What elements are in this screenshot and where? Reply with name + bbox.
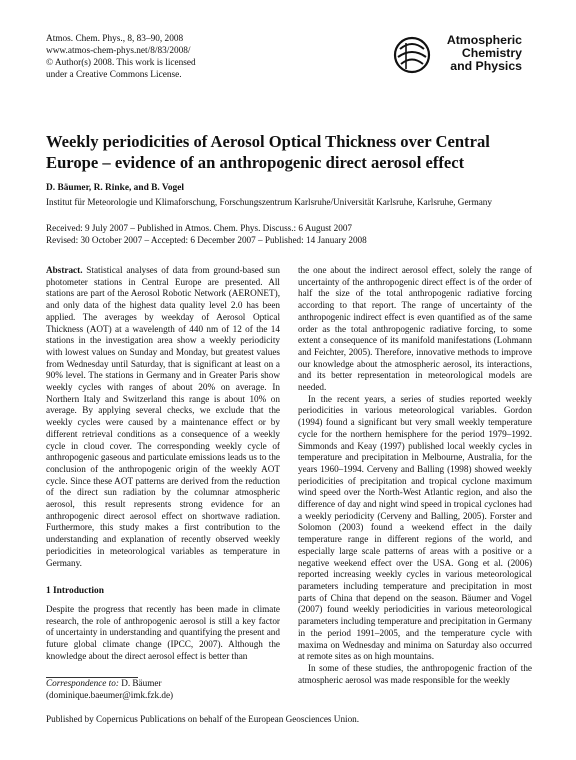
- footnote-name: D. Bäumer: [121, 678, 162, 688]
- journal-logo: [392, 27, 542, 85]
- right-column: [298, 265, 532, 686]
- footnote-label: Correspondence to:: [46, 678, 119, 688]
- egu-globe-logo-icon: [392, 31, 432, 79]
- author-affiliation: Institut für Meteorologie und Klimaforschung, Forschungszentrum Karlsruhe/Universität Karlsruhe, Karlsruhe, Germany: [46, 197, 492, 207]
- abstract-text: Statistical analyses of data from ground-based sun photometer stations in Central Europe are presented. All stations are part of the Aerosol Robotic Network (AERONET), and only data of the highest data quality level 2.0 has been applied. The averages by weekday of Aerosol Optical Thickness (AOT) at a wavelength of 440 nm of 12 of the 14 stations in the investigation area show a weekly periodicity with lowest values on Sunday and Monday, but greatest values from Wednesday until Saturday, that is significant at least on a 90% level. The stations in Germany and in Greater Paris show weekly cycles with ranges of about 20% on average. In Northern Italy and Switzerland this range is about 10% on average. By applying several checks, we exclude that the weekly cycles were caused by a maintenance effect or by different retrieval conditions as a consequence of a weekly cycle in cloud cover. The corresponding weekly cycle of anthropogenic gaseous and particulate emissions leads us to the conclusion of the anthropogenic origin of the weekly AOT cycle. Since these AOT patterns are derived from the reduction of the direct sun radiation by the columnar atmospheric aerosol, this result represents strong evidence for an anthropogenic direct aerosol effect on shortwave radiation. Furthermore, this study makes a first contribution to the understanding and explanation of recently observed weekly periodicities in meteorological variables as temperature in Germany.: [46, 265, 280, 568]
- license-line: under a Creative Commons License.: [46, 70, 182, 80]
- citation-line: Atmos. Chem. Phys., 8, 83–90, 2008: [46, 34, 184, 44]
- dates-received: Received: 9 July 2007 – Published in Atmos. Chem. Phys. Discuss.: 6 August 2007: [46, 223, 353, 233]
- url-line: www.atmos-chem-phys.net/8/83/2008/: [46, 46, 191, 56]
- logo-line-atmospheric: Atmospheric: [446, 33, 522, 47]
- right-paragraph-3: In some of these studies, the anthropogenic fraction of the atmospheric aerosol was made responsible for the weekly: [298, 662, 532, 685]
- introduction-paragraph: Despite the progress that recently has been made in climate research, the role of anthropogenic aerosol is still a key factor of uncertainty in understanding and quantifying the present and future global climate change (IPCC, 2007). Although the knowledge about the direct aerosol effect is better than: [46, 604, 280, 661]
- abstract-label: Abstract.: [46, 265, 83, 275]
- correspondence-footnote: [46, 678, 173, 701]
- logo-line-physics: and Physics: [450, 59, 522, 73]
- journal-citation-header: [46, 33, 196, 81]
- dates-revised: Revised: 30 October 2007 – Accepted: 6 December 2007 – Published: 14 January 2008: [46, 235, 367, 245]
- abstract: [46, 265, 280, 569]
- article-title: Weekly periodicities of Aerosol Optical Thickness over Central Europe – evidence of an anthropogenic direct aerosol effect: [46, 132, 490, 172]
- section-heading-introduction: 1 Introduction: [46, 586, 104, 596]
- left-column: [46, 265, 280, 569]
- logo-line-chemistry: Chemistry: [461, 46, 522, 60]
- copyright-line: © Author(s) 2008. This work is licensed: [46, 58, 196, 68]
- right-paragraph-1: the one about the indirect aerosol effect, solely the range of uncertainty of the anthropogenic direct effect is of the order of half the size of the total anthropogenic radiative forcing according to that report. The range of uncertainty of the anthropogenic indirect effect is even quantified as of the same order as the total anthropogenic radiative forcing, to some extent a consequence of its manifold manifestations (Lohmann and Feichter, 2005). Therefore, innovative methods to improve our knowledge about the atmospheric aerosol, its interactions, and its better representation in meteorological models are needed.: [298, 265, 532, 393]
- footnote-email: (dominique.baeumer@imk.fzk.de): [46, 689, 174, 700]
- article-authors: D. Bäumer, R. Rinke, and B. Vogel: [46, 183, 184, 193]
- publisher-footer: Published by Copernicus Publications on behalf of the European Geosciences Union.: [46, 714, 360, 724]
- publication-dates: [46, 222, 367, 246]
- right-paragraph-2: In the recent years, a series of studies reported weekly periodicities in various meteorological variables. Gordon (1994) found a significant but very small weekly temperature cycle for the northern hemisphere for the period 1979–1992. Simmonds and Keay (1997) published local weekly cycles in temperature and precipitation in Melbourne, Australia, for the years 1960–1994. Cerveny and Balling (1998) showed weekly periodicities of precipitation and tropical cyclone maximum wind speed over the North-West Atlantic region, and also the difference of day and night wind speed in tropical cyclones had a weekly periodicity (Cerveny and Balling, 2005). Forster and Solomon (2003) found a weekend effect in the daily temperature range in different regions of the world, and especially large scale patterns of areas with a positive or a negative weekend effect over the USA. Gong et al. (2006) reported increasing weekly cycles in various meteorological parameters including temperature and precipitation in most parts of China that depend on the season. Bäumer and Vogel (2007) found weekly periodicities in various meteorological parameters including temperature and precipitation in Germany in the period 1991–2005, and the temperature cycle with maxima on Wednesday and minima on Saturday also occurred at remote sites as on high mountains.: [298, 393, 532, 662]
